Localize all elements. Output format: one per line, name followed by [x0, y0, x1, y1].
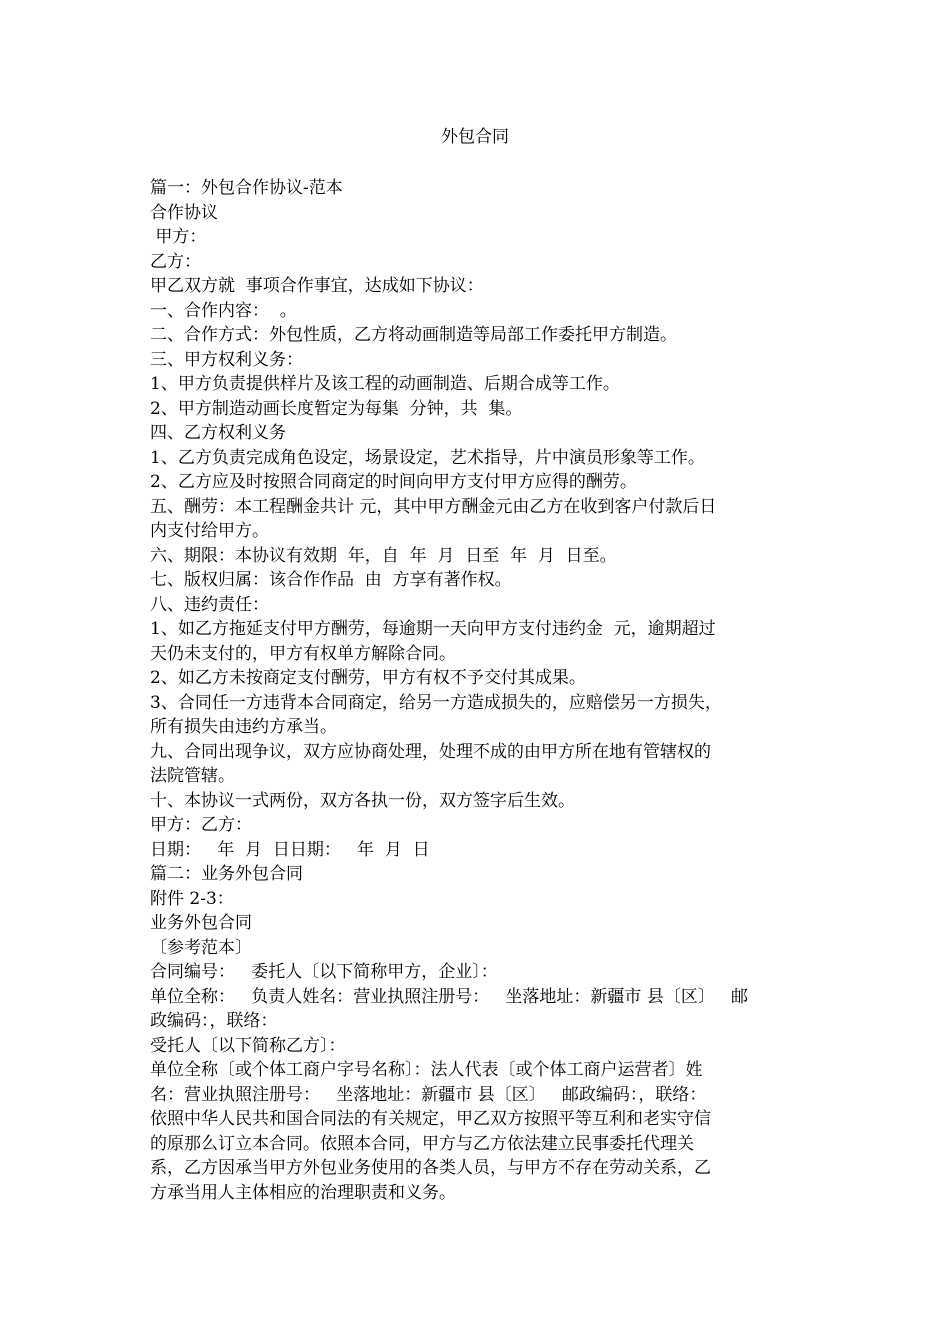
document-line: 2、如乙方未按商定支付酬劳，甲方有权不予交付其成果。: [150, 668, 586, 688]
document-line: 2、甲方制造动画长度暂定为每集 分钟，共 集。: [150, 398, 523, 419]
document-line: 的原那么订立本合同。依照本合同，甲方与乙方依法建立民事委托代理关: [150, 1133, 694, 1154]
document-line: 业务外包合同: [150, 913, 252, 933]
document-line: 甲方：乙方：: [150, 815, 252, 835]
document-line: 依照中华人民共和国合同法的有关规定，甲乙双方按照平等互利和老实守信: [150, 1109, 711, 1129]
document-line: 〔参考范本〕: [150, 937, 252, 958]
document-line: 乙方：: [150, 251, 201, 272]
document-line: 九、合同出现争议，双方应协商处理，处理不成的由甲方所在地有管辖权的: [150, 741, 711, 762]
document-line: 单位全称〔或个体工商户字号名称〕：法人代表〔或个体工商户运营者〕姓: [150, 1060, 703, 1080]
document-line: 篇一：外包合作协议-范本: [150, 178, 343, 198]
document-line: 四、乙方权利义务: [150, 423, 286, 443]
document-body: [150, 176, 802, 1205]
document-line: 甲乙双方就 事项合作事宜，达成如下协议：: [150, 276, 484, 296]
document-line: 3、合同任一方违背本合同商定，给另一方造成损失的，应赔偿另一方损失，: [150, 692, 722, 713]
document-line: 篇二：业务外包合同: [150, 864, 303, 884]
document-line: 名：营业执照注册号： 坐落地址：新疆市 县〔区〕 邮政编码：，联络：: [150, 1084, 707, 1105]
document-line: 所有损失由违约方承当。: [150, 717, 337, 737]
document-line: 1、如乙方拖延支付甲方酬劳，每逾期一天向甲方支付违约金 元，逾期超过: [150, 619, 716, 639]
document-title: 外包合同: [441, 127, 509, 147]
document-line: 单位全称： 负责人姓名：营业执照注册号： 坐落地址：新疆市 县〔区〕 邮: [150, 986, 749, 1007]
document-line: 八、违约责任：: [150, 594, 269, 615]
document-line: 方承当用人主体相应的治理职责和义务。: [150, 1182, 456, 1203]
document-line: 受托人〔以下简称乙方〕：: [150, 1035, 346, 1056]
document-line: 1、甲方负责提供样片及该工程的动画制造、后期合成等工作。: [150, 374, 620, 394]
document-line: 五、酬劳：本工程酬金共计 元，其中甲方酬金元由乙方在收到客户付款后日: [150, 496, 717, 517]
document-line: 附件 2-3：: [150, 888, 234, 909]
document-line: 甲方：: [150, 227, 207, 247]
document-line: 法院管辖。: [150, 766, 235, 786]
document-line: 六、期限：本协议有效期 年，自 年 月 日至 年 月 日至。: [150, 545, 617, 566]
document-line: 十、本协议一式两份，双方各执一份，双方签字后生效。: [150, 790, 575, 811]
document-line: 三、甲方权利义务：: [150, 349, 303, 370]
document-line: 合同编号： 委托人〔以下简称甲方，企业〕：: [150, 962, 498, 982]
document-line: 政编码：，联络：: [150, 1011, 278, 1031]
document-line: 系，乙方因承当甲方外包业务使用的各类人员，与甲方不存在劳动关系，乙: [150, 1158, 711, 1178]
document-line: 2、乙方应及时按照合同商定的时间向甲方支付甲方应得的酬劳。: [150, 472, 637, 492]
document-line: 天仍未支付的，甲方有权单方解除合同。: [150, 643, 456, 664]
document-line: 二、合作方式：外包性质，乙方将动画制造等局部工作委托甲方制造。: [150, 325, 677, 345]
document-line: 内支付给甲方。: [150, 521, 269, 541]
document-line: 七、版权归属：该合作作品 由 方享有著作权。: [150, 570, 512, 590]
document-line: 合作协议: [150, 202, 218, 223]
document-line: 日期： 年 月 日日期： 年 月 日: [150, 839, 430, 860]
document-line: 1、乙方负责完成角色设定，场景设定，艺术指导，片中演员形象等工作。: [150, 447, 705, 468]
document-line: 一、合作内容： 。: [150, 300, 297, 321]
